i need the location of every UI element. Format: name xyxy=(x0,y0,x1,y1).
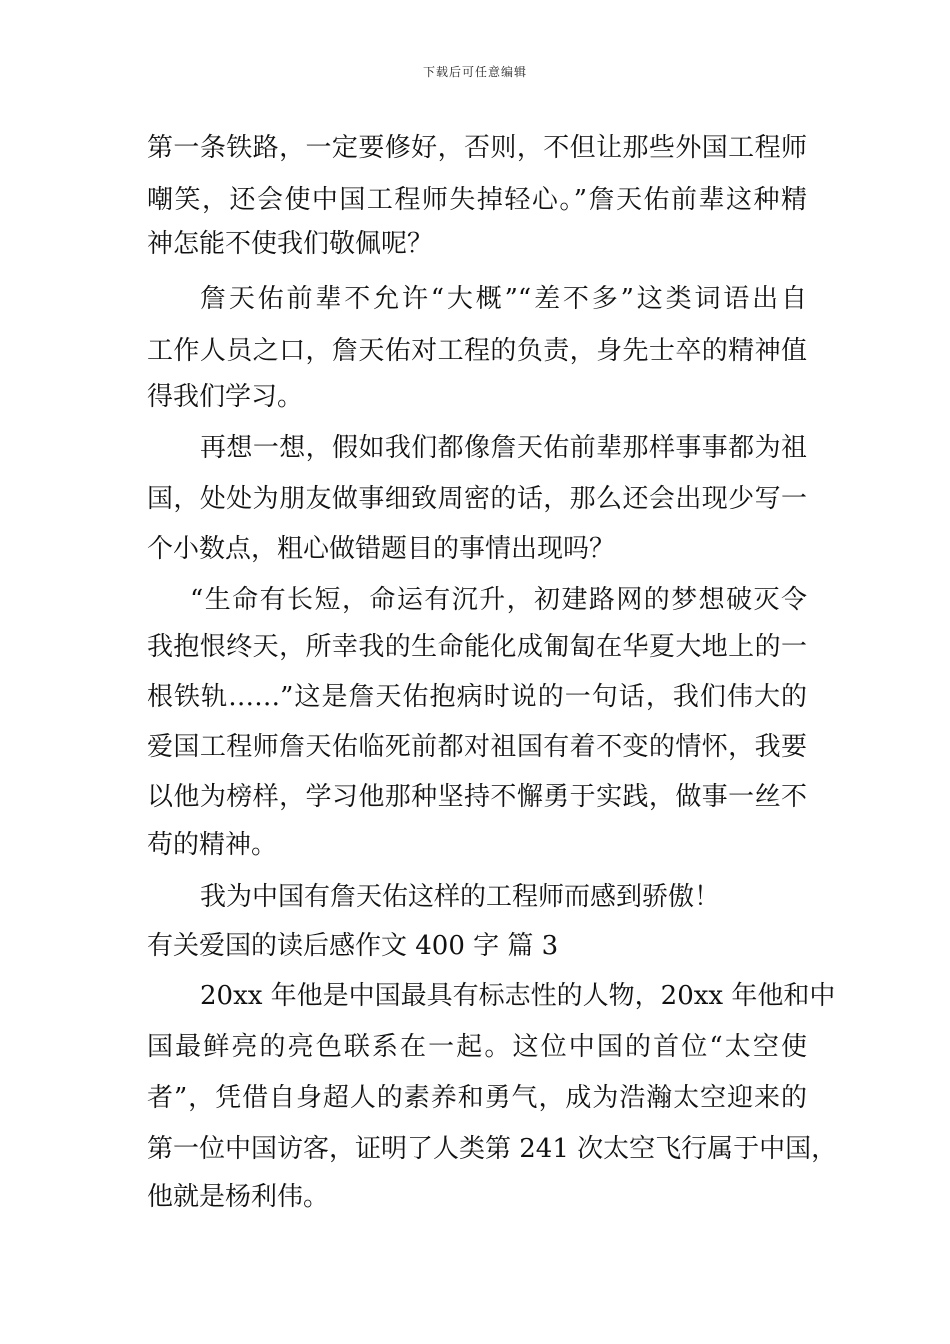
text-line: 再想一想，假如我们都像詹天佑前辈那样事事都为祖 xyxy=(200,433,807,463)
text-line: 他就是杨利伟。 xyxy=(147,1182,330,1212)
text-line: 神怎能不使我们敬佩呢？ xyxy=(147,229,434,259)
text-line: 工作人员之口，詹天佑对工程的负责，身先士卒的精神值 xyxy=(147,336,807,366)
text-line: 詹天佑前辈不允许“大概”“差不多”这类词语出自 xyxy=(200,284,807,314)
text-line: 我为中国有詹天佑这样的工程师而感到骄傲！ xyxy=(200,882,721,912)
text-line: 者”，凭借自身超人的素养和勇气，成为浩瀚太空迎来的 xyxy=(147,1083,807,1113)
text-line: 个小数点，粗心做错题目的事情出现吗？ xyxy=(147,534,616,564)
text-line: 根铁轨……”这是詹天佑抱病时说的一句话，我们伟大的 xyxy=(147,682,807,712)
text-line: 以他为榜样，学习他那种坚持不懈勇于实践，做事一丝不 xyxy=(147,782,807,812)
text-line: 国最鲜亮的亮色联系在一起。这位中国的首位“太空使 xyxy=(147,1032,807,1062)
text-line: 苟的精神。 xyxy=(147,830,278,860)
text-line: 嘲笑，还会使中国工程师失掉轻心。”詹天佑前辈这种精 xyxy=(147,185,807,215)
text-line: 第一条铁路，一定要修好，否则，不但让那些外国工程师 xyxy=(147,133,807,163)
text-line: 第一位中国访客，证明了人类第 241 次太空飞行属于中国， xyxy=(147,1134,838,1164)
page-header-note: 下载后可任意编辑 xyxy=(422,65,527,79)
text-line: 得我们学习。 xyxy=(147,382,304,412)
text-line: 国，处处为朋友做事细致周密的话，那么还会出现少写一 xyxy=(147,484,807,514)
text-line: 爱国工程师詹天佑临死前都对祖国有着不变的情怀，我要 xyxy=(147,732,807,762)
text-line: “生命有长短，命运有沉升，初建路网的梦想破灭令 xyxy=(190,585,807,615)
section-heading: 有关爱国的读后感作文 400 字 篇 3 xyxy=(147,931,559,961)
text-line: 20xx 年他是中国最具有标志性的人物，20xx 年他和中 xyxy=(200,981,836,1011)
text-line: 我抱恨终天，所幸我的生命能化成匍匐在华夏大地上的一 xyxy=(147,632,807,662)
